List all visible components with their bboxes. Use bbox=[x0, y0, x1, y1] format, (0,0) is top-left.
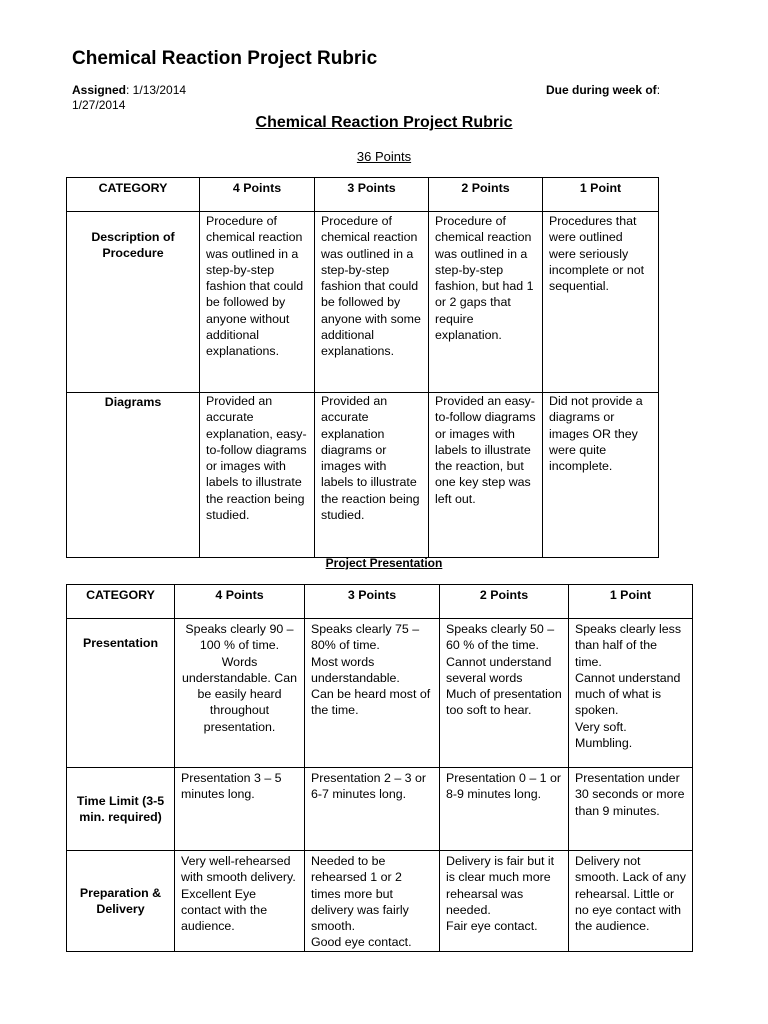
rubric-cell: Procedures that were outlined were seriously incomplete or not sequential. bbox=[543, 212, 659, 393]
category-cell: Diagrams bbox=[67, 393, 200, 558]
points-total: 36 Points bbox=[356, 149, 412, 164]
due-label: Due during week of bbox=[546, 83, 657, 97]
header-2-points: 2 Points bbox=[429, 178, 543, 212]
cell-line: Much of presentation too soft to hear. bbox=[446, 687, 562, 718]
rubric-title: Chemical Reaction Project Rubric bbox=[255, 114, 513, 131]
document-title: Chemical Reaction Project Rubric bbox=[72, 48, 378, 69]
due-colon: : bbox=[656, 83, 661, 97]
rubric-cell bbox=[569, 619, 693, 768]
cell-line: Speaks clearly 50 – 60 % of the time. bbox=[446, 622, 555, 653]
cell-line: Very soft. bbox=[575, 719, 627, 734]
rubric-cell: Did not provide a diagrams or images OR they were quite incomplete. bbox=[543, 393, 659, 558]
assigned-wrap: 1/27/2014 bbox=[72, 98, 126, 112]
header-category: CATEGORY bbox=[67, 585, 175, 619]
cell-line: Most words understandable. bbox=[311, 654, 400, 685]
rubric-table-presentation bbox=[66, 584, 693, 952]
cell-line: Delivery not smooth. Lack of any rehearsal. Little or no eye contact with the audience. bbox=[575, 854, 686, 934]
header-3-points: 3 Points bbox=[315, 178, 429, 212]
cell-line: Delivery is fair but it is clear much more rehearsal was needed. bbox=[446, 854, 555, 917]
table-row bbox=[67, 619, 693, 768]
cell-line: Cannot understand several words bbox=[446, 654, 552, 685]
assigned-value: : 1/13/2014 bbox=[126, 83, 187, 97]
cell-line: Mumbling. bbox=[575, 736, 633, 751]
cell-line: Presentation under 30 seconds or more than 9 minutes. bbox=[575, 771, 685, 818]
header-3-points: 3 Points bbox=[305, 585, 440, 619]
table-header-row bbox=[67, 585, 693, 619]
cell-line: Speaks clearly 90 – 100 % of time. Words understandable. Can be easily heard throughout presentation. bbox=[181, 622, 298, 734]
assigned-label: Assigned bbox=[72, 83, 127, 97]
category-cell: Description of Procedure bbox=[67, 212, 200, 393]
cell-line: Presentation 3 – 5 minutes long. bbox=[181, 771, 282, 802]
rubric-cell bbox=[569, 851, 693, 952]
header-1-point: 1 Point bbox=[569, 585, 693, 619]
cell-line: Cannot understand much of what is spoken. bbox=[575, 670, 681, 718]
rubric-cell bbox=[305, 768, 440, 851]
table-row bbox=[67, 393, 659, 558]
cell-line: Speaks clearly less than half of the time. bbox=[575, 622, 682, 669]
cell-line: Good eye contact. bbox=[311, 935, 412, 950]
presentation-subtitle: Project Presentation bbox=[325, 556, 443, 570]
rubric-cell bbox=[440, 851, 569, 952]
header-4-points: 4 Points bbox=[175, 585, 305, 619]
rubric-cell bbox=[175, 619, 305, 768]
rubric-cell: Provided an accurate explanation diagrams or images with labels to illustrate the reaction being studied. bbox=[315, 393, 429, 558]
cell-line: Can be heard most of the time. bbox=[311, 687, 431, 718]
table-header-row bbox=[67, 178, 659, 212]
rubric-cell: Provided an accurate explanation, easy-to-follow diagrams or images with labels to illustrate the reaction being studied. bbox=[200, 393, 315, 558]
rubric-cell: Provided an easy-to-follow diagrams or images with labels to illustrate the reaction, but one key step was left out. bbox=[429, 393, 543, 558]
rubric-cell bbox=[305, 619, 440, 768]
table-row bbox=[67, 768, 693, 851]
rubric-cell: Procedure of chemical reaction was outlined in a step-by-step fashion, but had 1 or 2 gaps that require explanation. bbox=[429, 212, 543, 393]
rubric-cell: Procedure of chemical reaction was outlined in a step-by-step fashion that could be followed by anyone with some additional explanations. bbox=[315, 212, 429, 393]
due-date bbox=[546, 83, 660, 98]
cell-line: Needed to be rehearsed 1 or 2 times more but delivery was fairly smooth. bbox=[311, 854, 409, 934]
cell-line: Speaks clearly 75 – 80% of time. bbox=[311, 622, 420, 653]
cell-line: Fair eye contact. bbox=[446, 919, 538, 934]
header-2-points: 2 Points bbox=[440, 585, 569, 619]
assigned-date bbox=[72, 83, 332, 113]
cell-line: Very well-rehearsed with smooth delivery. bbox=[181, 854, 296, 885]
table-row bbox=[67, 851, 693, 952]
rubric-table-procedure bbox=[66, 177, 659, 558]
table-row bbox=[67, 212, 659, 393]
header-1-point: 1 Point bbox=[543, 178, 659, 212]
rubric-cell bbox=[440, 768, 569, 851]
category-cell: Preparation & Delivery bbox=[67, 851, 175, 952]
rubric-cell bbox=[175, 851, 305, 952]
rubric-cell bbox=[305, 851, 440, 952]
rubric-cell bbox=[569, 768, 693, 851]
rubric-cell: Procedure of chemical reaction was outlined in a step-by-step fashion that could be followed by anyone without additional explanations. bbox=[200, 212, 315, 393]
header-4-points: 4 Points bbox=[200, 178, 315, 212]
rubric-cell bbox=[440, 619, 569, 768]
cell-line: Presentation 2 – 3 or 6-7 minutes long. bbox=[311, 771, 427, 802]
rubric-cell bbox=[175, 768, 305, 851]
category-cell: Presentation bbox=[67, 619, 175, 768]
category-cell: Time Limit (3-5 min. required) bbox=[67, 768, 175, 851]
cell-line: Excellent Eye contact with the audience. bbox=[181, 886, 268, 934]
header-category: CATEGORY bbox=[67, 178, 200, 212]
cell-line: Presentation 0 – 1 or 8-9 minutes long. bbox=[446, 771, 562, 802]
